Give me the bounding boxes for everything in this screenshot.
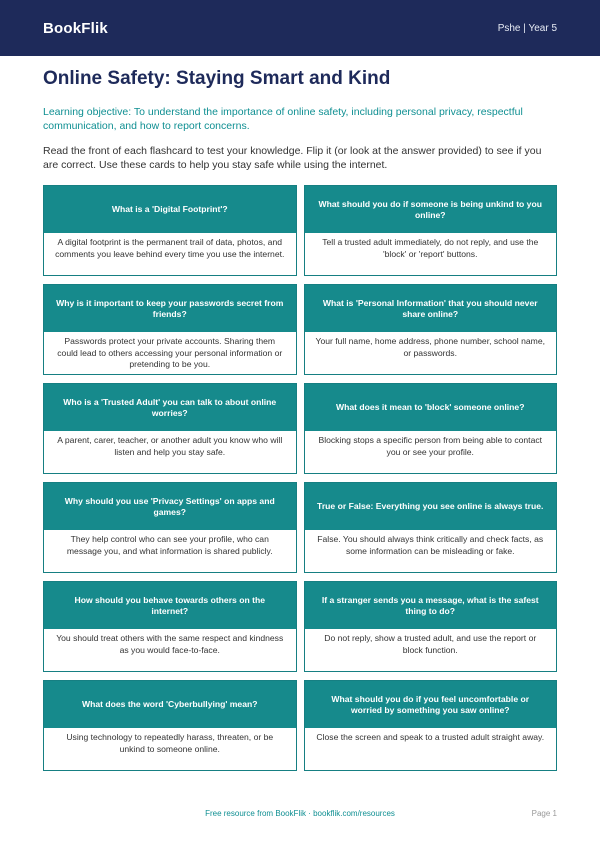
flashcard-question: If a stranger sends you a message, what is the safest thing to do?: [305, 582, 557, 629]
flashcard[interactable]: [304, 680, 558, 771]
flashcard-answer: Passwords protect your private accounts. Sharing them could lead to others accessing your personal information or pretending to be you.: [57, 336, 283, 369]
flashcard-question: What should you do if you feel uncomfortable or worried by something you saw online?: [305, 681, 557, 728]
flashcard-answer: Your full name, home address, phone number, school name, or passwords.: [315, 336, 545, 358]
brand-logo[interactable]: BookFlik: [43, 19, 108, 37]
flashcard-question: What should you do if someone is being unkind to you online?: [305, 186, 557, 233]
flashcard-answer: A parent, carer, teacher, or another adult you know who will listen and help you stay safe.: [57, 435, 283, 457]
flashcard[interactable]: [304, 482, 558, 573]
flashcard[interactable]: [304, 284, 558, 375]
flashcard-question: What does it mean to 'block' someone online?: [305, 384, 557, 431]
flashcard-question: What does the word 'Cyberbullying' mean?: [44, 681, 296, 728]
flashcard[interactable]: [43, 581, 297, 672]
flashcard-answer: Do not reply, show a trusted adult, and use the report or block function.: [324, 633, 537, 655]
flashcard-question: Why is it important to keep your passwords secret from friends?: [44, 285, 296, 332]
footer-credit[interactable]: Free resource from BookFlik · bookflik.com/resources: [205, 809, 395, 818]
flashcard-answer: They help control who can see your profile, who can message you, and what information is shared publicly.: [66, 534, 273, 556]
flashcard-question: True or False: Everything you see online is always true.: [305, 483, 557, 530]
flashcard-answer: Tell a trusted adult immediately, do not reply, and use the 'block' or 'report' buttons.: [322, 237, 539, 259]
flashcard[interactable]: [43, 680, 297, 771]
flashcard-grid: [43, 185, 557, 771]
page-number: Page 1: [531, 809, 557, 818]
flashcard[interactable]: [43, 482, 297, 573]
flashcard[interactable]: [304, 185, 558, 276]
flashcard[interactable]: [43, 383, 297, 474]
flashcard-question: How should you behave towards others on the internet?: [44, 582, 296, 629]
flashcard-question: What is 'Personal Information' that you should never share online?: [305, 285, 557, 332]
flashcard-question: What is a 'Digital Footprint'?: [44, 186, 296, 233]
worksheet-content: [0, 68, 600, 771]
flashcard[interactable]: [304, 581, 558, 672]
top-bar: [0, 0, 600, 56]
flashcard-answer: A digital footprint is the permanent trail of data, photos, and comments you leave behind every time you use the internet.: [55, 237, 285, 259]
flashcard[interactable]: [43, 284, 297, 375]
flashcard-answer: False. You should always think critically and check facts, as some information can be misleading or fake.: [317, 534, 544, 556]
flashcard-answer: Close the screen and speak to a trusted adult straight away.: [316, 732, 545, 743]
flashcard[interactable]: [43, 185, 297, 276]
page-title: Online Safety: Staying Smart and Kind: [43, 68, 391, 89]
flashcard-question: Why should you use 'Privacy Settings' on apps and games?: [44, 483, 296, 530]
flashcard-answer: You should treat others with the same respect and kindness as you would face-to-face.: [56, 633, 284, 655]
instructions: Read the front of each flashcard to test your knowledge. Flip it (or look at the answer provided) to see if you are correct. Use these cards to help you stay safe while using the internet.: [43, 145, 542, 172]
flashcard-answer: Blocking stops a specific person from being able to contact you or see your profile.: [318, 435, 543, 457]
learning-objective: Learning objective: To understand the importance of online safety, including personal privacy, respectful communication, and how to report concerns.: [43, 105, 523, 132]
flashcard-question: Who is a 'Trusted Adult' you can talk to about online worries?: [44, 384, 296, 431]
flashcard[interactable]: [304, 383, 558, 474]
flashcard-answer: Using technology to repeatedly harass, threaten, or be unkind to someone online.: [66, 732, 274, 754]
subject-year-label: Pshe | Year 5: [497, 22, 557, 34]
